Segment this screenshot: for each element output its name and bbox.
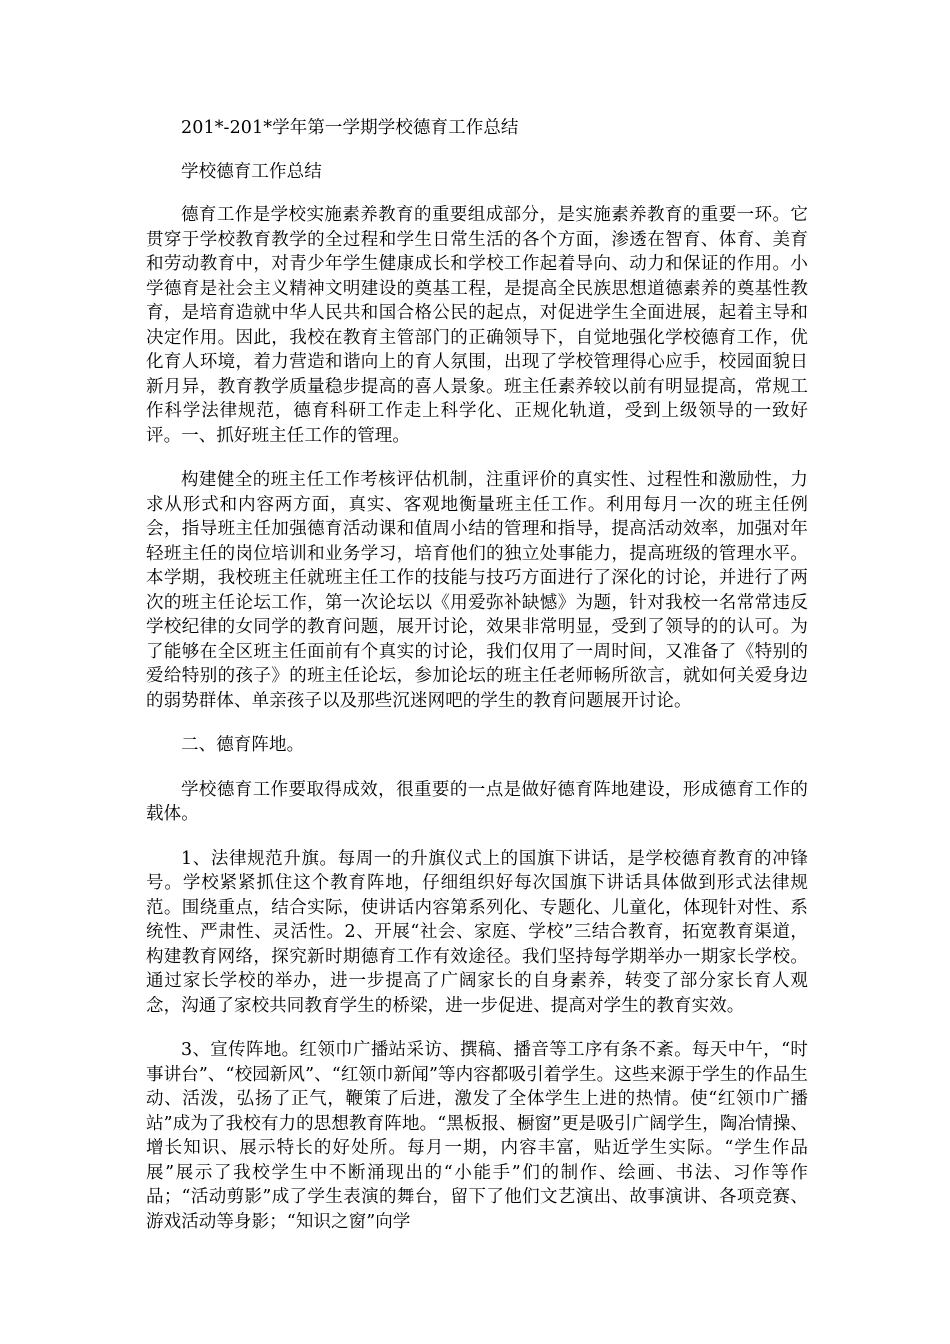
document-title: 201*-201*学年第一学期学校德育工作总结 (181, 118, 519, 138)
paragraph-publicity: 3、宣传阵地。红领巾广播站采访、撰稿、播音等工序有条不紊。每天中午，“时事讲台”、“校园新风”、“红领巾新闻”等内容都吸引着学生。这些来源于学生的作品生动、活泼，弘扬了正气，鞭策了后进，激发了全体学生上进的热情。使“红领巾广播站”成为了我校有力的思想教育阵地。“黑板报、橱窗”更是吸引广阔学生，陶冶情操、增长知识、展示特长的好处所。每月一期，内容丰富，贴近学生实际。“学生作品展”展示了我校学生中不断涌现出的“小能手”们的制作、绘画、书法、习作等作品；“活动剪影”成了学生表演的舞台，留下了他们文艺演出、故事演讲、各项竞赛、游戏活动等身影；“知识之窗”向学 (146, 1040, 808, 1232)
section-heading-moral-base: 二、德育阵地。 (181, 735, 305, 755)
document-subtitle: 学校德育工作总结 (181, 161, 322, 182)
paragraph-intro: 德育工作是学校实施素养教育的重要组成部分，是实施素养教育的重要一环。它贯穿于学校教育教学的全过程和学生日常生活的各个方面，渗透在智育、体育、美育和劳动教育中，对青少年学生健康成长和学校工作起着导向、动力和保证的作用。小学德育是社会主义精神文明建设的奠基工程，是提高全民族思想道德素养的奠基性教育，是培育造就中华人民共和国合格公民的起点，对促进学生全面进展，起着主导和决定作用。因此，我校在教育主管部门的正确领导下，自觉地强化学校德育工作，优化育人环境，着力营造和谐向上的育人氛围，出现了学校管理得心应手，校园面貌日新月异，教育教学质量稳步提高的喜人景象。班主任素养较以前有明显提高，常规工作科学法律规范，德育科研工作走上科学化、正规化轨道，受到上级领导的一致好评。一、抓好班主任工作的管理。 (146, 205, 808, 446)
paragraph-flag-raising: 1、法律规范升旗。每周一的升旗仪式上的国旗下讲话，是学校德育教育的冲锋号。学校紧紧抓住这个教育阵地，仔细组织好每次国旗下讲话具体做到形式法律规范。围绕重点，结合实际，使讲话内容第系列化、专题化、儿童化，体现针对性、系统性、严肃性、灵活性。2、开展“社会、家庭、学校”三结合教育，拓宽教育渠道，构建教育网络，探究新时期德育工作有效途径。我们坚持每学期举办一期家长学校。通过家长学校的举办，进一步提高了广阔家长的自身素养，转变了部分家长育人观念，沟通了家校共同教育学生的桥梁，进一步促进、提高对学生的教育实效。 (146, 848, 808, 1016)
paragraph-class-teacher: 构建健全的班主任工作考核评估机制，注重评价的真实性、过程性和激励性，力求从形式和内容两方面，真实、客观地衡量班主任工作。利用每月一次的班主任例会，指导班主任加强德育活动课和值周小结的管理和指导，提高活动效率，加强对年轻班主任的岗位培训和业务学习，培育他们的独立处事能力，提高班级的管理水平。本学期，我校班主任就班主任工作的技能与技巧方面进行了深化的讨论，并进行了两次的班主任论坛工作，第一次论坛以《用爱弥补缺憾》为题，针对我校一名常常违反学校纪律的女同学的教育问题，展开讨论，效果非常明显，受到了领导的的认可。为了能够在全区班主任面前有个真实的讨论，我们仅用了一周时间，又准备了《特别的爱给特别的孩子》的班主任论坛，参加论坛的班主任老师畅所欲言，就如何关爱身边的弱势群体、单亲孩子以及那些沉迷网吧的学生的教育问题展开讨论。 (146, 470, 808, 711)
paragraph-moral-base-intro: 学校德育工作要取得成效，很重要的一点是做好德育阵地建设，形成德育工作的载体。 (146, 779, 808, 824)
document-body (146, 116, 808, 1234)
